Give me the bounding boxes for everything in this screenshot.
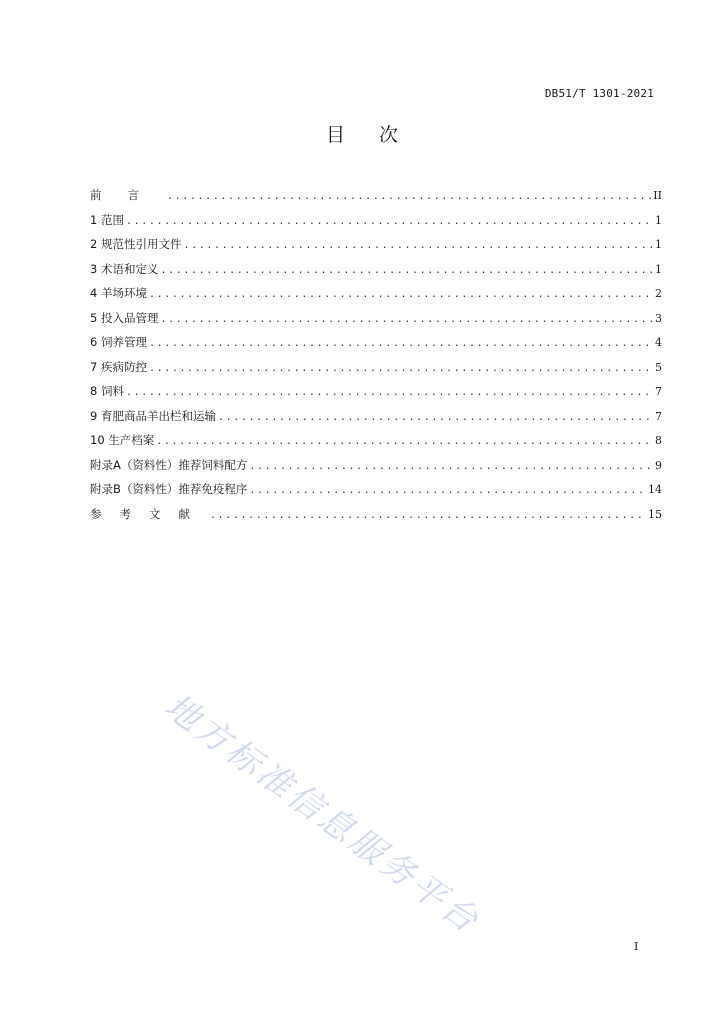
toc-leader-dots xyxy=(160,259,653,284)
toc-entry-page: 15 xyxy=(648,507,662,521)
toc-entry-appendix-b[interactable] xyxy=(90,477,662,502)
table-of-contents xyxy=(90,183,662,526)
toc-entry-label: 参考文献 xyxy=(90,506,208,521)
toc-entry-page: 4 xyxy=(655,336,662,349)
toc-entry-2[interactable] xyxy=(90,232,662,257)
toc-entry-page: 1 xyxy=(655,213,662,227)
toc-entry-label: 2 规范性引用文件 xyxy=(90,237,182,251)
document-code: DB51/T 1301-2021 xyxy=(544,87,654,100)
toc-entry-label: 9 育肥商品羊出栏和运输 xyxy=(90,408,216,423)
page-title: 目次 xyxy=(325,124,432,146)
toc-entry-8[interactable] xyxy=(90,379,662,404)
toc-entry-label: 前言 xyxy=(90,188,165,202)
toc-entry-page: 14 xyxy=(648,483,662,496)
toc-entry-references[interactable] xyxy=(90,502,662,527)
watermark: 地方标准信息服务平台 xyxy=(156,686,488,943)
page-number: I xyxy=(634,940,639,953)
toc-entry-page: 7 xyxy=(655,385,662,398)
toc-entry-label: 5 投入品管理 xyxy=(90,310,159,325)
toc-entry-1[interactable] xyxy=(90,208,662,233)
toc-leader-dots xyxy=(249,479,646,504)
toc-entry-3[interactable] xyxy=(90,257,662,282)
toc-entry-label: 7 疾病防控 xyxy=(90,359,147,374)
toc-entry-label: 4 羊场环境 xyxy=(90,286,147,300)
toc-entry-page: 1 xyxy=(655,262,662,276)
toc-entry-label: 6 饲养管理 xyxy=(90,335,147,349)
toc-entry-5[interactable] xyxy=(90,306,662,331)
toc-entry-7[interactable] xyxy=(90,355,662,380)
toc-entry-label: 附录A（资料性）推荐饲料配方 xyxy=(90,457,248,472)
toc-entry-4[interactable] xyxy=(90,281,662,306)
toc-entry-appendix-a[interactable] xyxy=(90,453,662,478)
toc-leader-dots xyxy=(249,455,653,480)
toc-leader-dots xyxy=(126,210,653,235)
toc-entry-page: II xyxy=(653,189,662,202)
toc-entry-page: 8 xyxy=(655,434,662,447)
toc-entry-foreword[interactable] xyxy=(90,183,662,208)
toc-leader-dots xyxy=(167,185,651,210)
toc-leader-dots xyxy=(160,308,653,333)
toc-leader-dots xyxy=(149,357,653,382)
toc-entry-page: 9 xyxy=(655,458,662,472)
toc-entry-label: 8 饲料 xyxy=(90,384,124,398)
toc-entry-label: 10 生产档案 xyxy=(90,433,155,447)
toc-entry-page: 7 xyxy=(655,409,662,423)
toc-leader-dots xyxy=(183,234,653,259)
toc-entry-label: 3 术语和定义 xyxy=(90,261,159,276)
toc-leader-dots xyxy=(149,283,653,308)
toc-entry-page: 3 xyxy=(655,311,662,325)
toc-entry-10[interactable] xyxy=(90,428,662,453)
toc-entry-label: 1 范围 xyxy=(90,212,124,227)
toc-entry-6[interactable] xyxy=(90,330,662,355)
toc-leader-dots xyxy=(126,381,653,406)
toc-entry-page: 2 xyxy=(655,287,662,300)
toc-leader-dots xyxy=(149,332,653,357)
toc-entry-page: 1 xyxy=(655,238,662,251)
toc-leader-dots xyxy=(210,504,646,529)
toc-entry-9[interactable] xyxy=(90,404,662,429)
toc-leader-dots xyxy=(218,406,653,431)
toc-entry-label: 附录B（资料性）推荐免疫程序 xyxy=(90,482,248,496)
toc-leader-dots xyxy=(156,430,653,455)
toc-entry-page: 5 xyxy=(655,360,662,374)
